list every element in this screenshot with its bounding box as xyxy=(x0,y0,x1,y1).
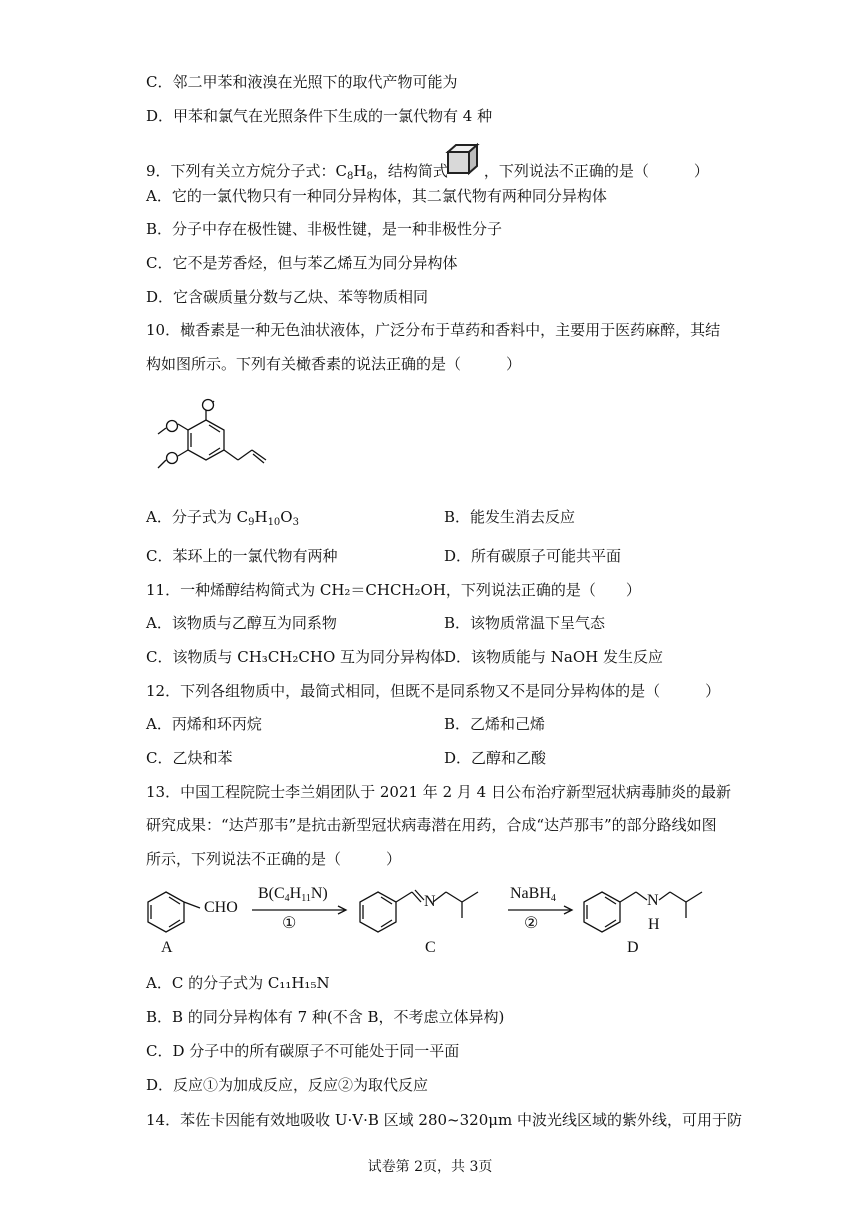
amine-h-atom: H xyxy=(648,916,660,933)
q9-stem: 9．下列有关立方烷分子式：$C_8H_8$，结构简式 ，下列说法不正确的是（ ） xyxy=(146,162,709,182)
compound-c-label: C xyxy=(425,939,436,956)
reagent-2-label: NaBH$_4$ xyxy=(510,885,556,904)
q9-option-c: C．它不是芳香烃，但与苯乙烯互为同分异构体 xyxy=(146,254,458,272)
prev-option-c: C．邻二甲苯和液溴在光照下的取代产物可能为 xyxy=(146,73,458,91)
q9-option-b: B．分子中存在极性键、非极性键，是一种非极性分子 xyxy=(146,220,503,238)
amine-n-atom: N xyxy=(647,892,659,909)
q11-option-d: D．该物质能与 NaOH 发生反应 xyxy=(444,648,664,666)
q10-stem-line2: 构如图所示。下列有关橄香素的说法正确的是（ ） xyxy=(146,355,522,373)
q12-stem: 12．下列各组物质中，最简式相同，但既不是同系物又不是同分异构体的是（ ） xyxy=(146,682,721,700)
q13-option-a: A．C 的分子式为 C₁₁H₁₅N xyxy=(146,974,330,992)
q12-option-d: D．乙醇和乙酸 xyxy=(444,749,547,767)
q12-option-c: C．乙炔和苯 xyxy=(146,749,233,767)
q13-stem-line3: 所示，下列说法不正确的是（ ） xyxy=(146,850,402,868)
step-2-marker: ② xyxy=(524,915,539,932)
cubane-structure-icon xyxy=(445,142,481,176)
q10-option-b: B．能发生消去反应 xyxy=(444,508,576,526)
q12-option-b: B．乙烯和己烯 xyxy=(444,715,546,733)
q12-option-a: A．丙烯和环丙烷 xyxy=(146,715,262,733)
compound-d-label: D xyxy=(627,939,639,956)
q13-stem-line1: 13．中国工程院院士李兰娟团队于 2021 年 2 月 4 日公布治疗新型冠状病毒肺炎的最新 xyxy=(146,783,731,801)
q10-option-d: D．所有碳原子可能共平面 xyxy=(444,547,622,565)
q10-option-c: C．苯环上的一氯代物有两种 xyxy=(146,547,338,565)
q11-option-a: A．该物质与乙醇互为同系物 xyxy=(146,614,337,632)
page-footer: 试卷第 2页，共 3页 xyxy=(367,1159,493,1175)
q11-option-c: C．该物质与 CH₃CH₂CHO 互为同分异构体 xyxy=(146,648,446,666)
q10-option-a: A．分子式为 $C_9H_{10}O_3$ xyxy=(146,508,299,528)
q13-option-d: D．反应①为加成反应，反应②为取代反应 xyxy=(146,1076,429,1094)
prev-option-d: D．甲苯和氯气在光照条件下生成的一氯代物有 4 种 xyxy=(146,107,493,125)
q14-stem: 14．苯佐卡因能有效地吸收 U·V·B 区域 280~320μm 中波光线区域的紫外线，可用于防 xyxy=(146,1111,742,1129)
q9-option-a: A．它的一氯代物只有一种同分异构体，其二氯代物有两种同分异构体 xyxy=(146,187,607,205)
q10-stem-line1: 10．橄香素是一种无色油状液体，广泛分布于草药和香料中，主要用于医药麻醉，其结 xyxy=(146,321,721,339)
q13-stem-line2: 研究成果：“达芦那韦”是抗击新型冠状病毒潜在用药，合成“达芦那韦”的部分路线如图 xyxy=(146,816,717,834)
elemicin-structure-diagram xyxy=(140,392,280,482)
q13-option-c: C．D 分子中的所有碳原子不可能处于同一平面 xyxy=(146,1042,460,1060)
q13-option-b: B．B 的同分异构体有 7 种(不含 B，不考虑立体异构) xyxy=(146,1008,505,1026)
step-1-marker: ① xyxy=(282,915,297,932)
imine-n-atom: N xyxy=(424,893,436,910)
cho-group-label: CHO xyxy=(204,899,238,916)
q9-option-d: D．它含碳质量分数与乙炔、苯等物质相同 xyxy=(146,288,429,306)
q11-stem: 11．一种烯醇结构简式为 CH₂＝CHCH₂OH，下列说法正确的是（ ） xyxy=(146,581,641,599)
reagent-1-label: $B(C_4H_{11}N)$ xyxy=(258,885,328,904)
compound-a-label: A xyxy=(161,939,173,956)
q11-option-b: B．该物质常温下呈气态 xyxy=(444,614,606,632)
